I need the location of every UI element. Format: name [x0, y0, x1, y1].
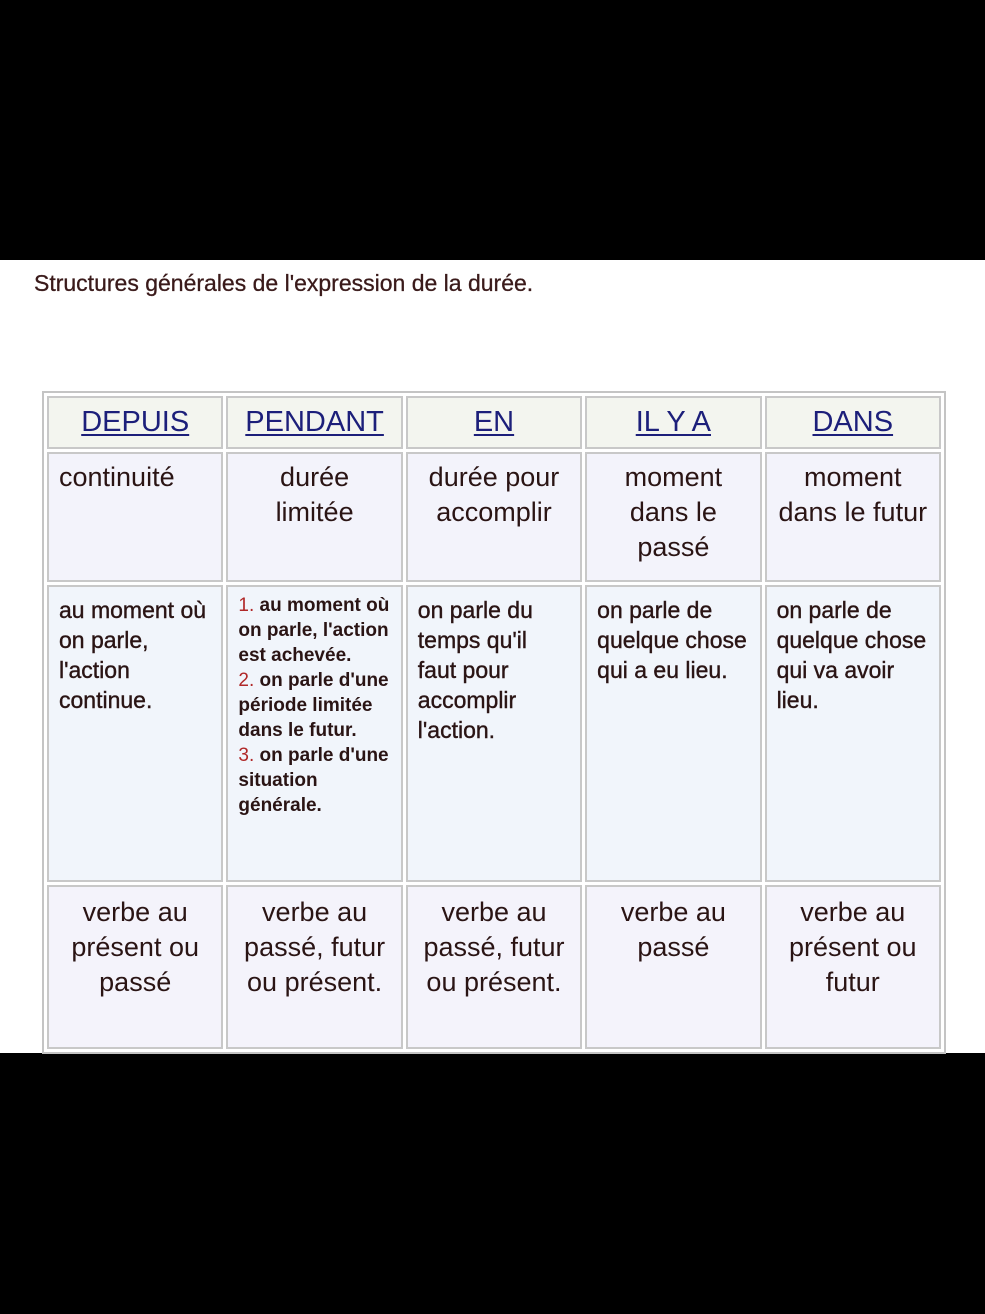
header-il-y-a[interactable]: [585, 396, 761, 449]
header-pendant[interactable]: [226, 396, 402, 449]
meaning-cell: moment dans le futur: [765, 452, 941, 582]
usage-row: [47, 585, 941, 882]
link-il-y-a[interactable]: IL Y A: [635, 406, 711, 438]
document-page: [0, 260, 985, 1053]
header-row: [47, 396, 941, 449]
item-text: on parle d'une période limitée dans le futur.: [238, 670, 389, 741]
tense-row: [47, 885, 941, 1049]
header-en[interactable]: [406, 396, 582, 449]
usage-cell-pendant: [226, 585, 402, 882]
meaning-cell: moment dans le passé: [585, 452, 761, 582]
usage-cell: on parle de quelque chose qui va avoir lieu.: [765, 585, 941, 882]
usage-item: [238, 745, 388, 816]
meaning-cell: continuité: [47, 452, 223, 582]
tense-cell: verbe au présent ou passé: [47, 885, 223, 1049]
item-text: on parle d'une situation générale.: [238, 745, 389, 816]
page-title: Structures générales de l'expression de la durée.: [34, 270, 534, 296]
meaning-cell: durée limitée: [226, 452, 402, 582]
usage-item: [238, 595, 389, 666]
item-number: 2.: [238, 670, 255, 691]
tense-cell: verbe au passé, futur ou présent.: [406, 885, 582, 1049]
item-number: 3.: [238, 745, 255, 766]
usage-cell: on parle du temps qu'il faut pour accomplir l'action.: [406, 585, 582, 882]
item-text: au moment où on parle, l'action est achevée.: [238, 595, 390, 666]
duration-table: [42, 391, 946, 1054]
meaning-row: [47, 452, 941, 582]
header-depuis[interactable]: [47, 396, 223, 449]
link-dans[interactable]: DANS: [812, 406, 894, 438]
tense-cell: verbe au passé: [585, 885, 761, 1049]
tense-cell: verbe au passé, futur ou présent.: [226, 885, 402, 1049]
item-number: 1.: [238, 595, 255, 616]
meaning-cell: durée pour accomplir: [406, 452, 582, 582]
usage-cell: on parle de quelque chose qui a eu lieu.: [585, 585, 761, 882]
link-depuis[interactable]: DEPUIS: [81, 406, 190, 438]
link-pendant[interactable]: PENDANT: [245, 406, 384, 438]
link-en[interactable]: EN: [473, 406, 515, 438]
tense-cell: verbe au présent ou futur: [765, 885, 941, 1049]
header-dans[interactable]: [765, 396, 941, 449]
usage-item: [238, 670, 388, 741]
usage-cell: au moment où on parle, l'action continue.: [47, 585, 223, 882]
